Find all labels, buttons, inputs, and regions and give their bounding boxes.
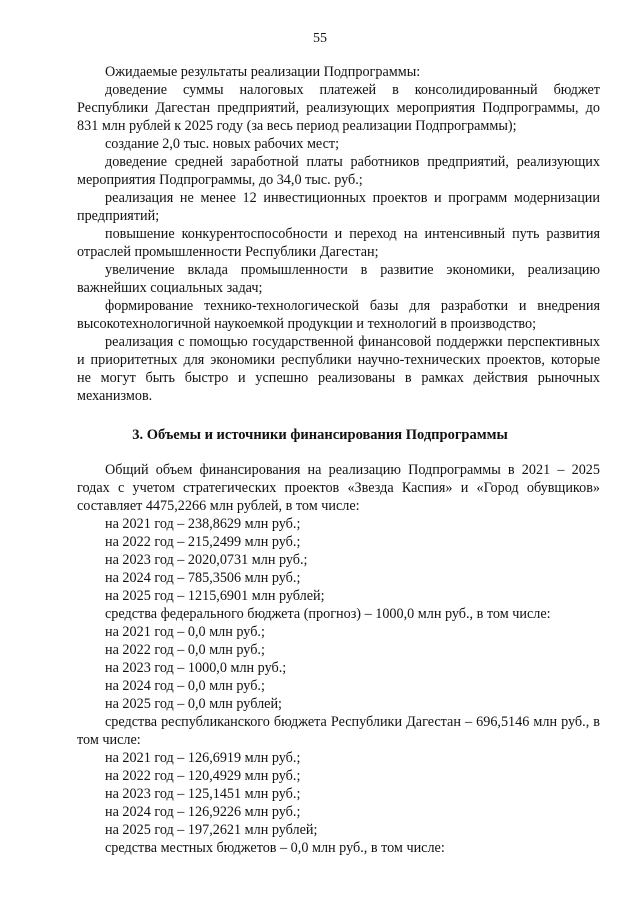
expected-result-item: создание 2,0 тыс. новых рабочих мест; [105, 136, 340, 152]
federal-budget-title: средства федерального бюджета (прогноз) – 1000,0 млн руб., в том числе: [105, 606, 551, 622]
local-budget-title: средства местных бюджетов – 0,0 млн руб., в том числе: [105, 840, 445, 856]
total-year-line: на 2025 год – 1215,6901 млн рублей; [105, 588, 325, 604]
total-year-line: на 2021 год – 238,8629 млн руб.; [105, 516, 301, 532]
section-heading: 3. Объемы и источники финансирования Подпрограммы [132, 427, 508, 443]
expected-result-item: реализация с помощью государственной финансовой поддержки перспективных и приоритетных для экономики республики научно-технических проектов, которые не могут быть быстро и успешно реализованы в рамках действия рыночных механизмов. [77, 334, 600, 404]
republic-year-line: на 2023 год – 125,1451 млн руб.; [105, 786, 301, 802]
expected-result-item: доведение средней заработной платы работников предприятий, реализующих мероприятия Подпрограммы, до 34,0 тыс. руб.; [77, 154, 600, 188]
federal-year-line: на 2023 год – 1000,0 млн руб.; [105, 660, 287, 676]
expected-result-item: формирование технико-технологической базы для разработки и внедрения высокотехнологичной наукоемкой продукции и технологий в производство; [77, 298, 600, 332]
republic-budget-title: средства республиканского бюджета Республики Дагестан – 696,5146 млн руб., в том числе: [77, 714, 600, 748]
republic-year-line: на 2021 год – 126,6919 млн руб.; [105, 750, 301, 766]
expected-result-item: увеличение вклада промышленности в развитие экономики, реализацию важнейших социальных задач; [77, 262, 600, 296]
expected-results-title: Ожидаемые результаты реализации Подпрограммы: [105, 64, 421, 80]
expected-result-item: повышение конкурентоспособности и переход на интенсивный путь развития отраслей промышленности Республики Дагестан; [77, 226, 600, 260]
federal-year-line: на 2025 год – 0,0 млн рублей; [105, 696, 282, 712]
federal-year-line: на 2021 год – 0,0 млн руб.; [105, 624, 265, 640]
total-year-line: на 2023 год – 2020,0731 млн руб.; [105, 552, 308, 568]
total-year-line: на 2022 год – 215,2499 млн руб.; [105, 534, 301, 550]
republic-year-line: на 2024 год – 126,9226 млн руб.; [105, 804, 301, 820]
financing-intro: Общий объем финансирования на реализацию Подпрограммы в 2021 – 2025 годах с учетом стратегических проектов «Звезда Каспия» и «Город обувщиков» составляет 4475,2266 млн рублей, в том числе: [77, 462, 600, 514]
federal-year-line: на 2024 год – 0,0 млн руб.; [105, 678, 265, 694]
page-number: 55 [313, 31, 327, 46]
federal-year-line: на 2022 год – 0,0 млн руб.; [105, 642, 265, 658]
republic-year-line: на 2025 год – 197,2621 млн рублей; [105, 822, 318, 838]
expected-result-item: реализация не менее 12 инвестиционных проектов и программ модернизации предприятий; [77, 190, 600, 224]
total-year-line: на 2024 год – 785,3506 млн руб.; [105, 570, 301, 586]
republic-year-line: на 2022 год – 120,4929 млн руб.; [105, 768, 301, 784]
expected-result-item: доведение суммы налоговых платежей в консолидированный бюджет Республики Дагестан предприятий, реализующих мероприятия Подпрограммы, до 831 млн рублей к 2025 году (за весь период реализации Подпрограммы); [77, 82, 600, 134]
